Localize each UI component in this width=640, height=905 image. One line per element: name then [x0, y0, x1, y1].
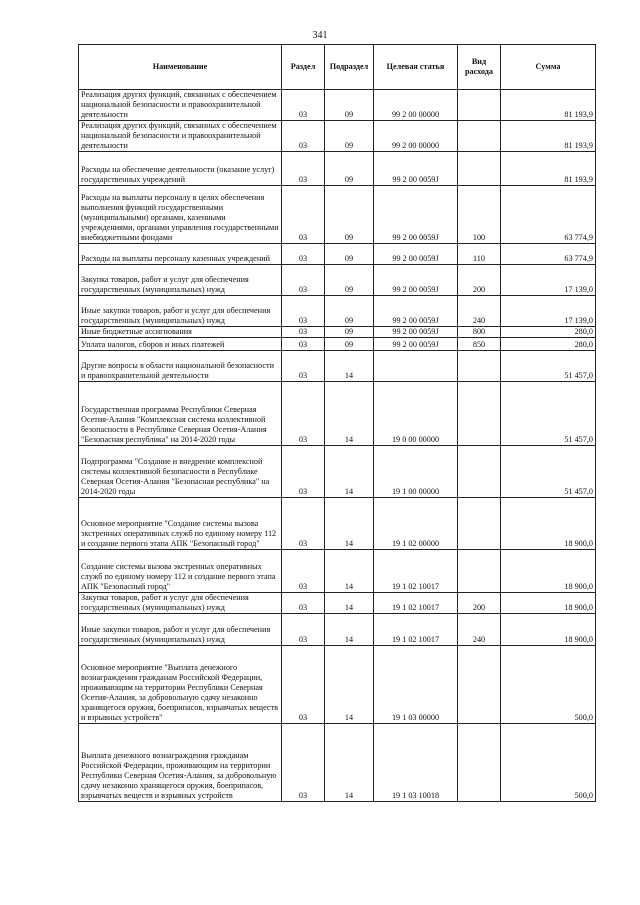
- cell-sum: 18 900,0: [501, 550, 596, 593]
- cell-section: 03: [282, 550, 325, 593]
- cell-section: 03: [282, 244, 325, 265]
- cell-subsection: 09: [325, 265, 374, 296]
- table-row: [79, 724, 596, 802]
- cell-section: 03: [282, 121, 325, 152]
- cell-sum: 51 457,0: [501, 351, 596, 382]
- table-row: [79, 338, 596, 351]
- table-row: [79, 244, 596, 265]
- table-row: [79, 382, 596, 446]
- cell-expense-type: 850: [458, 338, 501, 351]
- cell-name: Иные закупки товаров, работ и услуг для обеспечения государственных (муниципальных) нужд: [79, 614, 282, 646]
- cell-section: 03: [282, 614, 325, 646]
- cell-target: 19 1 02 00000: [374, 498, 458, 550]
- cell-sum: 500,0: [501, 724, 596, 802]
- cell-expense-type: [458, 646, 501, 724]
- cell-expense-type: 110: [458, 244, 501, 265]
- cell-target: 99 2 00 0059J: [374, 296, 458, 327]
- cell-expense-type: [458, 351, 501, 382]
- cell-sum: 17 139,0: [501, 265, 596, 296]
- cell-expense-type: [458, 550, 501, 593]
- cell-name: Основное мероприятие "Выплата денежного вознаграждения гражданам Российской Федерации, проживающим на территории Республики Северная Осетия-Алания, за добровольную сдачу незаконно хранящегося оружия, боеприпасов, взрывчатых веществ и взрывных устройств": [79, 646, 282, 724]
- cell-section: 03: [282, 327, 325, 338]
- cell-sum: 280,0: [501, 327, 596, 338]
- cell-sum: 18 900,0: [501, 593, 596, 614]
- cell-name: Закупка товаров, работ и услуг для обеспечения государственных (муниципальных) нужд: [79, 593, 282, 614]
- cell-name: Расходы на обеспечение деятельности (оказание услуг) государственных учреждений: [79, 152, 282, 186]
- cell-subsection: 14: [325, 550, 374, 593]
- cell-target: 99 2 00 0059J: [374, 152, 458, 186]
- table-row: [79, 351, 596, 382]
- cell-target: 99 2 00 0059J: [374, 338, 458, 351]
- cell-target: 99 2 00 0059J: [374, 265, 458, 296]
- cell-section: 03: [282, 265, 325, 296]
- cell-subsection: 14: [325, 351, 374, 382]
- cell-sum: 280,0: [501, 338, 596, 351]
- column-header-expense-type: Вид расхода: [458, 45, 501, 90]
- table-row: [79, 121, 596, 152]
- cell-sum: 63 774,9: [501, 186, 596, 244]
- column-header-section: Раздел: [282, 45, 325, 90]
- cell-subsection: 09: [325, 90, 374, 121]
- cell-expense-type: 240: [458, 296, 501, 327]
- table-row: [79, 265, 596, 296]
- cell-sum: 18 900,0: [501, 498, 596, 550]
- cell-sum: 51 457,0: [501, 382, 596, 446]
- cell-target: 99 2 00 0059J: [374, 327, 458, 338]
- cell-expense-type: 200: [458, 593, 501, 614]
- cell-name: Расходы на выплаты персоналу в целях обеспечения выполнения функций государственными (муниципальными) органами, казенными учреждениями, органами управления государственными внебюджетными фондами: [79, 186, 282, 244]
- column-header-subsection: Подраздел: [325, 45, 374, 90]
- cell-expense-type: 800: [458, 327, 501, 338]
- cell-name: Государственная программа Республики Северная Осетия-Алания "Комплексная система коллективной безопасности в Республике Северная Осетия-Алания "Безопасная республика" на 2014-2020 годы: [79, 382, 282, 446]
- page-number: 341: [312, 30, 328, 41]
- cell-name: Подпрограмма "Создание и внедрение комплексной системы коллективной безопасности в Республике Северная Осетия-Алания "Безопасная республика" на 2014-2020 годы: [79, 446, 282, 498]
- cell-expense-type: 100: [458, 186, 501, 244]
- table-row: [79, 327, 596, 338]
- cell-target: 99 2 00 00000: [374, 121, 458, 152]
- cell-expense-type: [458, 724, 501, 802]
- table-row: [79, 446, 596, 498]
- cell-expense-type: 240: [458, 614, 501, 646]
- table-row: [79, 646, 596, 724]
- cell-name: Закупка товаров, работ и услуг для обеспечения государственных (муниципальных) нужд: [79, 265, 282, 296]
- cell-sum: 51 457,0: [501, 446, 596, 498]
- column-header-name: Наименование: [79, 45, 282, 90]
- cell-target: 19 1 03 00000: [374, 646, 458, 724]
- cell-section: 03: [282, 351, 325, 382]
- cell-target: 19 1 02 10017: [374, 593, 458, 614]
- table-row: [79, 498, 596, 550]
- cell-name: Другие вопросы в области национальной безопасности и правоохранительной деятельности: [79, 351, 282, 382]
- cell-target: 99 2 00 00000: [374, 90, 458, 121]
- table-row: [79, 90, 596, 121]
- cell-expense-type: 200: [458, 265, 501, 296]
- cell-target: 19 0 00 00000: [374, 382, 458, 446]
- cell-target: 99 2 00 0059J: [374, 244, 458, 265]
- cell-subsection: 14: [325, 593, 374, 614]
- cell-section: 03: [282, 593, 325, 614]
- table-header: [79, 45, 596, 90]
- cell-subsection: 09: [325, 121, 374, 152]
- cell-sum: 81 193,9: [501, 152, 596, 186]
- cell-section: 03: [282, 338, 325, 351]
- cell-section: 03: [282, 498, 325, 550]
- cell-name: Выплата денежного вознаграждения гражданам Российской Федерации, проживающим на территории Республики Северная Осетия-Алания, за добровольную сдачу незаконно хранящегося оружия, боеприпасов, взрывчатых веществ и взрывных устройств: [79, 724, 282, 802]
- cell-subsection: 14: [325, 498, 374, 550]
- cell-subsection: 09: [325, 152, 374, 186]
- cell-section: 03: [282, 186, 325, 244]
- table-row: [79, 593, 596, 614]
- table-row: [79, 614, 596, 646]
- cell-subsection: 09: [325, 338, 374, 351]
- cell-subsection: 09: [325, 244, 374, 265]
- cell-subsection: 09: [325, 186, 374, 244]
- table-row: [79, 550, 596, 593]
- cell-expense-type: [458, 121, 501, 152]
- table-row: [79, 186, 596, 244]
- cell-sum: 500,0: [501, 646, 596, 724]
- cell-sum: 63 774,9: [501, 244, 596, 265]
- column-header-sum: Сумма: [501, 45, 596, 90]
- table-row: [79, 296, 596, 327]
- cell-section: 03: [282, 296, 325, 327]
- cell-target: [374, 351, 458, 382]
- cell-sum: 18 900,0: [501, 614, 596, 646]
- cell-target: 19 1 02 10017: [374, 614, 458, 646]
- cell-target: 19 1 00 00000: [374, 446, 458, 498]
- budget-table: [78, 44, 596, 802]
- table-row: [79, 152, 596, 186]
- cell-target: 99 2 00 0059J: [374, 186, 458, 244]
- cell-name: Реализация других функций, связанных с обеспечением национальной безопасности и правоохранительной деятельности: [79, 90, 282, 121]
- cell-name: Создание системы вызова экстренных оперативных служб по единому номеру 112 и создание первого этапа АПК "Безопасный город": [79, 550, 282, 593]
- cell-name: Иные бюджетные ассигнования: [79, 327, 282, 338]
- table-body: [79, 90, 596, 802]
- cell-subsection: 14: [325, 382, 374, 446]
- cell-sum: 81 193,9: [501, 90, 596, 121]
- cell-subsection: 09: [325, 327, 374, 338]
- cell-expense-type: [458, 446, 501, 498]
- cell-target: 19 1 03 10018: [374, 724, 458, 802]
- cell-subsection: 14: [325, 646, 374, 724]
- cell-sum: 17 139,0: [501, 296, 596, 327]
- cell-subsection: 14: [325, 614, 374, 646]
- cell-expense-type: [458, 152, 501, 186]
- cell-expense-type: [458, 90, 501, 121]
- cell-section: 03: [282, 646, 325, 724]
- cell-section: 03: [282, 382, 325, 446]
- cell-subsection: 14: [325, 724, 374, 802]
- cell-subsection: 14: [325, 446, 374, 498]
- cell-name: Уплата налогов, сборов и иных платежей: [79, 338, 282, 351]
- cell-section: 03: [282, 90, 325, 121]
- cell-section: 03: [282, 152, 325, 186]
- cell-subsection: 09: [325, 296, 374, 327]
- cell-expense-type: [458, 498, 501, 550]
- cell-name: Реализация других функций, связанных с обеспечением национальной безопасности и правоохранительной деятельности: [79, 121, 282, 152]
- column-header-target: Целевая статья: [374, 45, 458, 90]
- cell-name: Основное мероприятие "Создание системы вызова экстренных оперативных служб по единому номеру 112 и создание первого этапа АПК "Безопасный город": [79, 498, 282, 550]
- cell-expense-type: [458, 382, 501, 446]
- cell-section: 03: [282, 724, 325, 802]
- cell-target: 19 1 02 10017: [374, 550, 458, 593]
- cell-section: 03: [282, 446, 325, 498]
- cell-name: Иные закупки товаров, работ и услуг для обеспечения государственных (муниципальных) нужд: [79, 296, 282, 327]
- cell-name: Расходы на выплаты персоналу казенных учреждений: [79, 244, 282, 265]
- cell-sum: 81 193,9: [501, 121, 596, 152]
